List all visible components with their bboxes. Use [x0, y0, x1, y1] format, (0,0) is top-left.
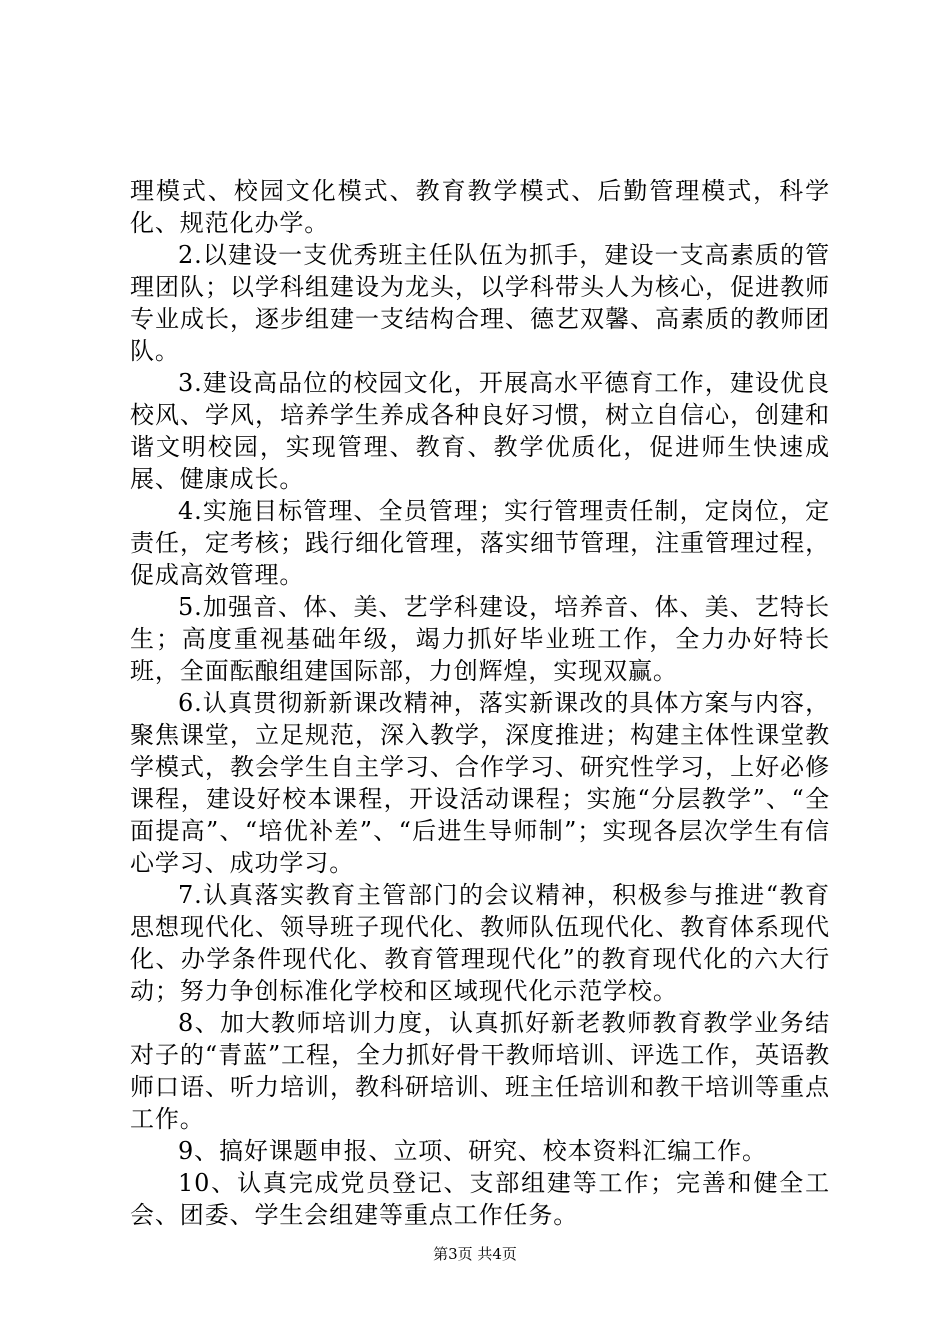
paragraph-7: 7.认真落实教育主管部门的会议精神，积极参与推进“教育思想现代化、领导班子现代化、教师队伍现代化、教育体系现代化、办学条件现代化、教育管理现代化”的教育现代化的六大行动；努力争创标准化学校和区域现代化示范学校。: [130, 881, 830, 1005]
paragraph-5: 5.加强音、体、美、艺学科建设，培养音、体、美、艺特长生；高度重视基础年级，竭力抓好毕业班工作，全力办好特长班，全面酝酿组建国际部，力创辉煌，实现双赢。: [130, 593, 830, 685]
paragraph-9: 9、搞好课题申报、立项、研究、校本资料汇编工作。: [178, 1137, 767, 1165]
document-body: [130, 175, 830, 1231]
paragraph-8: 8、加大教师培训力度，认真抓好新老教师教育教学业务结对子的“青蓝”工程，全力抓好骨干教师培训、评选工作，英语教师口语、听力培训，教科研培训、班主任培训和教干培训等重点工作。: [130, 1009, 830, 1133]
paragraph-6: 6.认真贯彻新新课改精神，落实新课改的具体方案与内容，聚焦课堂，立足规范，深入教学，深度推进；构建主体性课堂教学模式，教会学生自主学习、合作学习、研究性学习，上好必修课程，建设好校本课程，开设活动课程；实施“分层教学”、“全面提高”、“培优补差”、“后进生导师制”；实现各层次学生有信心学习、成功学习。: [130, 689, 830, 877]
page-number-footer: 第3页 共4页: [433, 1245, 517, 1263]
paragraph-4: 4.实施目标管理、全员管理；实行管理责任制，定岗位，定责任，定考核；践行细化管理，落实细节管理，注重管理过程，促成高效管理。: [130, 497, 830, 589]
paragraph-3: 3.建设高品位的校园文化，开展高水平德育工作，建设优良校风、学风，培养学生养成各种良好习惯，树立自信心，创建和谐文明校园，实现管理、教育、教学优质化，促进师生快速成展、健康成长。: [130, 369, 830, 493]
paragraph-2: 2.以建设一支优秀班主任队伍为抓手，建设一支高素质的管理团队；以学科组建设为龙头，以学科带头人为核心，促进教师专业成长，逐步组建一支结构合理、德艺双馨、高素质的教师团队。: [130, 241, 830, 365]
paragraph-1: 理模式、校园文化模式、教育教学模式、后勤管理模式，科学化、规范化办学。: [130, 177, 830, 237]
paragraph-10: 10、认真完成党员登记、支部组建等工作；完善和健全工会、团委、学生会组建等重点工作任务。: [130, 1169, 830, 1229]
